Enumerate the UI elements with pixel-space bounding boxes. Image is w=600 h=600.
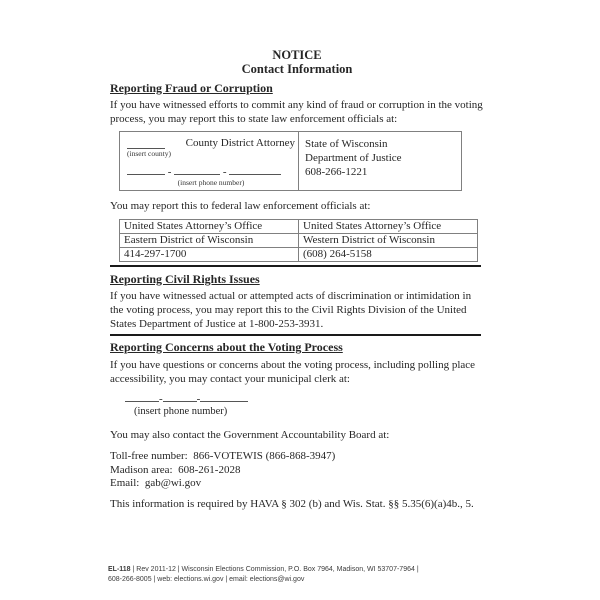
phone-blank-field-3 [200,392,248,402]
table-row [120,248,478,262]
insert-phone-label: (insert phone number) [134,406,228,417]
phone-separator: - [167,166,172,178]
state-contact-table [119,131,462,191]
insert-county-label: (insert county) [127,149,171,158]
phone-blank-field-1 [127,165,165,175]
heading-civil-rights: Reporting Civil Rights Issues [110,272,260,286]
phone-separator: - [196,393,201,405]
county-attorney-cell [120,132,299,190]
form-footer [108,565,508,584]
gab-intro-paragraph: You may also contact the Government Accountability Board at: [110,429,390,441]
madison-area-line: Madison area: 608-261-2028 [110,463,241,476]
heading-reporting-fraud: Reporting Fraud or Corruption [110,81,273,95]
footer-line-1-text: | Rev 2011-12 | Wisconsin Elections Commission, P.O. Box 7964, Madison, WI 53707-7964 | [130,566,419,573]
usao-west-phone: (608) 264-5158 [299,248,478,262]
table-row [120,234,478,248]
doj-line-2: Department of Justice [305,152,402,164]
fraud-intro-paragraph: If you have witnessed efforts to commit any kind of fraud or corruption in the voting process, you may report this to state law enforcement officials at: [110,99,486,125]
phone-blank-field-1 [125,392,159,402]
usao-east-title: United States Attorney’s Office [120,220,299,234]
usao-east-district: Eastern District of Wisconsin [120,234,299,248]
civil-rights-paragraph: If you have witnessed actual or attempted acts of discrimination or intimidation in the voting process, you may report this to the Civil Rights Division of the United States Department of Justice at 1-800-253-3931. [110,290,474,330]
heading-voting-concerns: Reporting Concerns about the Voting Process [110,340,343,354]
footer-line-2: 608-266-8005 | web: elections.wi.gov | email: elections@wi.gov [108,575,305,583]
section-divider [110,334,481,336]
concerns-paragraph: If you have questions or concerns about the voting process, including polling place accessibility, you may contact your municipal clerk at: [110,359,478,385]
form-id: EL-118 [108,566,131,573]
toll-free-line: Toll-free number: 866-VOTEWIS (866-868-3947) [110,450,336,462]
doj-line-1: State of Wisconsin [305,138,388,150]
legal-reference-paragraph: This information is required by HAVA § 302 (b) and Wis. Stat. §§ 5.35(6)(a)4b., 5. [110,497,474,510]
usao-east-phone: 414-297-1700 [120,248,299,262]
doj-cell [299,132,461,190]
usao-west-title: United States Attorney’s Office [299,220,478,234]
gab-contact-list [110,450,484,491]
document-page [110,48,484,511]
insert-phone-label: (insert phone number) [177,178,245,187]
usao-west-district: Western District of Wisconsin [299,234,478,248]
federal-intro-paragraph: You may report this to federal law enforcement officials at: [110,200,371,212]
email-line: Email: gab@wi.gov [110,477,202,489]
county-blank-field [127,139,165,149]
footer-line-1 [108,565,508,575]
table-row [120,220,478,234]
phone-blank-field-2 [174,165,220,175]
doj-phone: 608-266-1221 [305,166,368,178]
county-attorney-label: County District Attorney [185,137,295,149]
phone-blank-field-3 [229,165,281,175]
contact-information-subtitle: Contact Information [241,62,353,76]
notice-title: NOTICE [272,48,322,62]
federal-contact-table [119,219,478,262]
phone-blank-field-2 [163,392,197,402]
section-divider [110,265,481,267]
phone-separator: - [159,393,163,405]
municipal-clerk-phone-blanks [125,392,484,405]
phone-separator: - [222,166,227,178]
